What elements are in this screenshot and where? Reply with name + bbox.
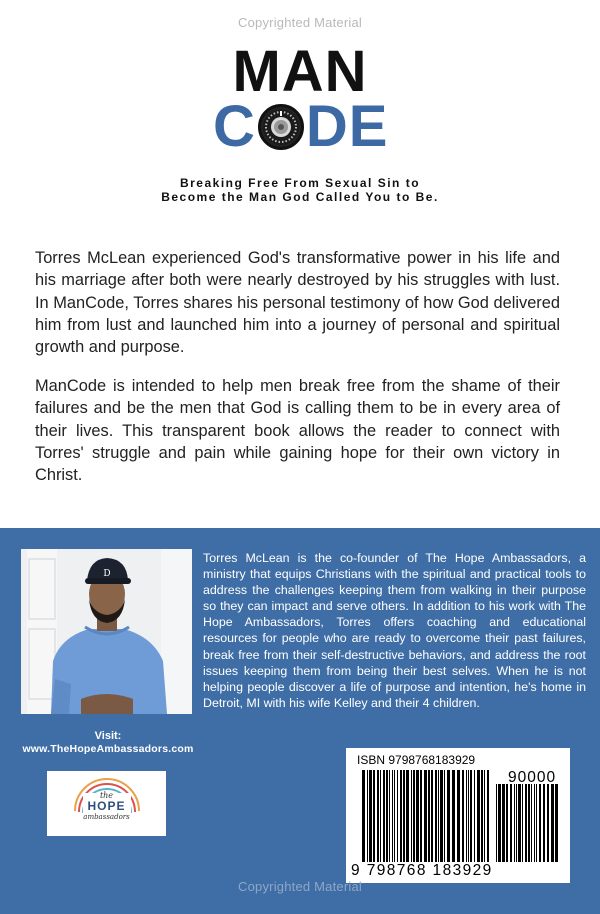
barcode-bar (420, 770, 422, 862)
barcode-bar (487, 770, 489, 862)
barcode-bar (518, 784, 521, 862)
barcode-bar (506, 784, 508, 862)
barcode-bar (539, 784, 541, 862)
barcode-bar (528, 784, 530, 862)
barcode-bar (547, 784, 549, 862)
barcode-bar (462, 770, 464, 862)
barcode-bar (502, 784, 505, 862)
barcode-bar (397, 770, 398, 862)
barcode-bar (369, 770, 372, 862)
combination-lock-icon (258, 104, 304, 150)
barcode-bar (516, 784, 517, 862)
barcode-bar (470, 770, 472, 862)
hope-ambassadors-logo (47, 771, 166, 836)
barcode-bar (498, 784, 501, 862)
description-paragraph-2: ManCode is intended to help men break free from the shame of their failures and be the men that God is calling them to be in every area of their lives. This transparent book allows the reader to connect with Torres' struggle and pain while gaining hope for their own victory in Christ. (35, 377, 560, 485)
barcode-bar (522, 784, 523, 862)
barcode-bar (392, 770, 393, 862)
title-code (213, 94, 389, 159)
barcode-bar (525, 784, 527, 862)
barcode-bar (543, 784, 545, 862)
author-bio: Torres McLean is the co-founder of The Hope Ambassadors, a ministry that equips Christians with the spiritual and practical tools to address the challenges keeping them from walking in their purpose so they can impact and serve others. In addition to his work with The Hope Ambassadors, Torres offers coaching and educational resources for people who are ready to overcome their past failures, break free from their self-destructive behaviors, and address the root issues keeping them from being their best selves. When he is not helping people discover a life of purpose and intention, he's home in Detroit, MI with his wife Kelley and their 4 children. (203, 551, 586, 710)
barcode-bar (457, 770, 460, 862)
barcode-bar (373, 770, 375, 862)
barcode-bar (394, 770, 395, 862)
barcode-bar (484, 770, 485, 862)
watermark-bottom: Copyrighted Material (238, 879, 362, 894)
barcode-bar (496, 784, 497, 862)
barcode-bar (413, 770, 415, 862)
barcode-bar (389, 770, 390, 862)
barcode-bar (416, 770, 419, 862)
barcode-bar (424, 770, 427, 862)
barcode-bar (362, 770, 365, 862)
isbn-barcode (362, 770, 492, 862)
website-link[interactable]: www.TheHopeAmbassadors.com (22, 743, 194, 755)
title-man: MAN (232, 39, 368, 104)
barcode-bar (428, 770, 430, 862)
isbn-label: ISBN 9798768183929 (357, 753, 476, 767)
barcode-bar (380, 770, 381, 862)
barcode-bar (383, 770, 385, 862)
barcode-bar (481, 770, 483, 862)
barcode-bar (510, 784, 512, 862)
logo-text-the: the (99, 791, 114, 800)
barcode-bar (536, 784, 537, 862)
price-barcode (496, 784, 558, 862)
barcode-bar (406, 770, 409, 862)
svg-text:D: D (103, 569, 111, 579)
barcode-bar (444, 770, 445, 862)
watermark-top: Copyrighted Material (238, 15, 362, 30)
barcode-bar (400, 770, 402, 862)
barcode-bar (403, 770, 405, 862)
barcode-bar (411, 770, 412, 862)
barcode-bar (477, 770, 480, 862)
barcode-bar (447, 770, 450, 862)
title-code-de: DE (305, 94, 389, 159)
barcode-bar (555, 784, 558, 862)
description-paragraph-1: Torres McLean experienced God's transformative power in his life and his marriage after both were nearly destroyed by his struggles with lust. In ManCode, Torres shares his personal testimony of how God delivered him from lust and launched him into a journey of personal and spiritual growth and purpose. (35, 249, 560, 357)
barcode-bar (452, 770, 455, 862)
barcode-bar (438, 770, 439, 862)
subtitle: Breaking Free From Sexual Sin to Become the Man God Called You to Be. (161, 176, 439, 204)
barcode-bar (466, 770, 467, 862)
barcode-number: 9 798768 183929 (351, 862, 493, 879)
price-code: 90000 (508, 769, 557, 786)
title-code-c: C (213, 94, 256, 159)
barcode-bar (440, 770, 443, 862)
barcode-bar (551, 784, 554, 862)
author-photo (21, 549, 192, 714)
barcode-bar (531, 784, 532, 862)
barcode-bar (514, 784, 515, 862)
barcode-bar (474, 770, 475, 862)
barcode-bar (468, 770, 469, 862)
barcode-bar (367, 770, 368, 862)
barcode-bar (431, 770, 433, 862)
logo-text-hope: HOPE (87, 799, 126, 813)
barcode-bar (435, 770, 437, 862)
logo-text-ambassadors: ambassadors (83, 813, 130, 821)
visit-label: Visit: (94, 730, 122, 742)
barcode-bar (377, 770, 379, 862)
barcode-bar (386, 770, 388, 862)
barcode-bar (534, 784, 535, 862)
